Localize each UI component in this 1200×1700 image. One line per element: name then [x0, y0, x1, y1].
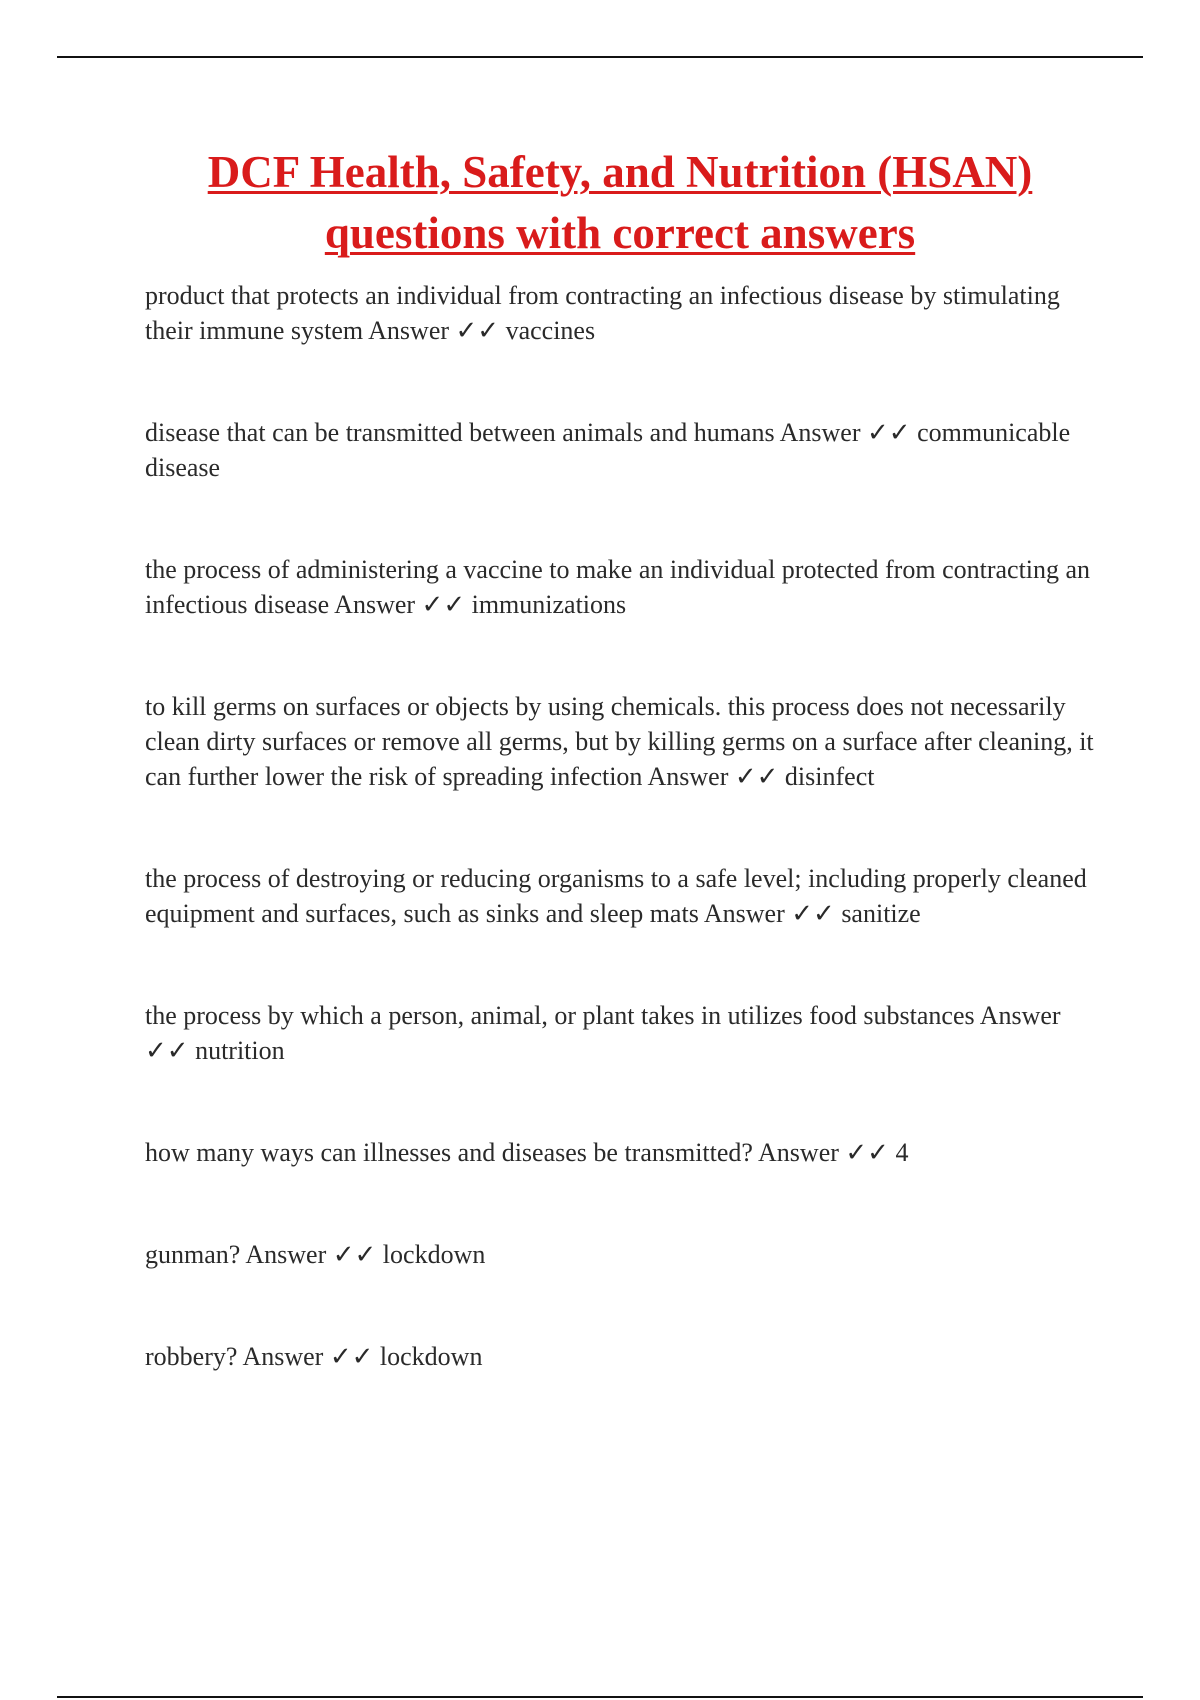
qa-item: the process by which a person, animal, or plant takes in utilizes food substances Answer ✓✓ nutrition [145, 1001, 1061, 1065]
footer-rule [57, 1696, 1143, 1698]
qa-item: the process of administering a vaccine to make an individual protected from contracting an infectious disease Answer ✓✓ immunizations [145, 555, 1091, 619]
document-title [100, 142, 1140, 264]
qa-item: gunman? Answer ✓✓ lockdown [145, 1240, 486, 1269]
qa-item: the process of destroying or reducing organisms to a safe level; including properly cleaned equipment and surfaces, such as sinks and sleep mats Answer ✓✓ sanitize [145, 864, 1087, 928]
header-rule [57, 56, 1143, 58]
qa-item: product that protects an individual from contracting an infectious disease by stimulating their immune system Answer ✓✓ vaccines [145, 281, 1060, 345]
qa-item: disease that can be transmitted between animals and humans Answer ✓✓ communicable disease [145, 418, 1071, 482]
title-line-1: DCF Health, Safety, and Nutrition (HSAN) [207, 147, 1033, 197]
qa-item: to kill germs on surfaces or objects by using chemicals. this process does not necessarily clean dirty surfaces or remove all germs, but by killing germs on a surface after cleaning, it can further lower the risk of spreading infection Answer ✓✓ disinfect [145, 692, 1094, 791]
qa-list [145, 278, 1105, 1374]
title-line-2: questions with correct answers [324, 208, 916, 258]
qa-item: how many ways can illnesses and diseases be transmitted? Answer ✓✓ 4 [145, 1138, 909, 1167]
qa-item: robbery? Answer ✓✓ lockdown [145, 1342, 483, 1371]
